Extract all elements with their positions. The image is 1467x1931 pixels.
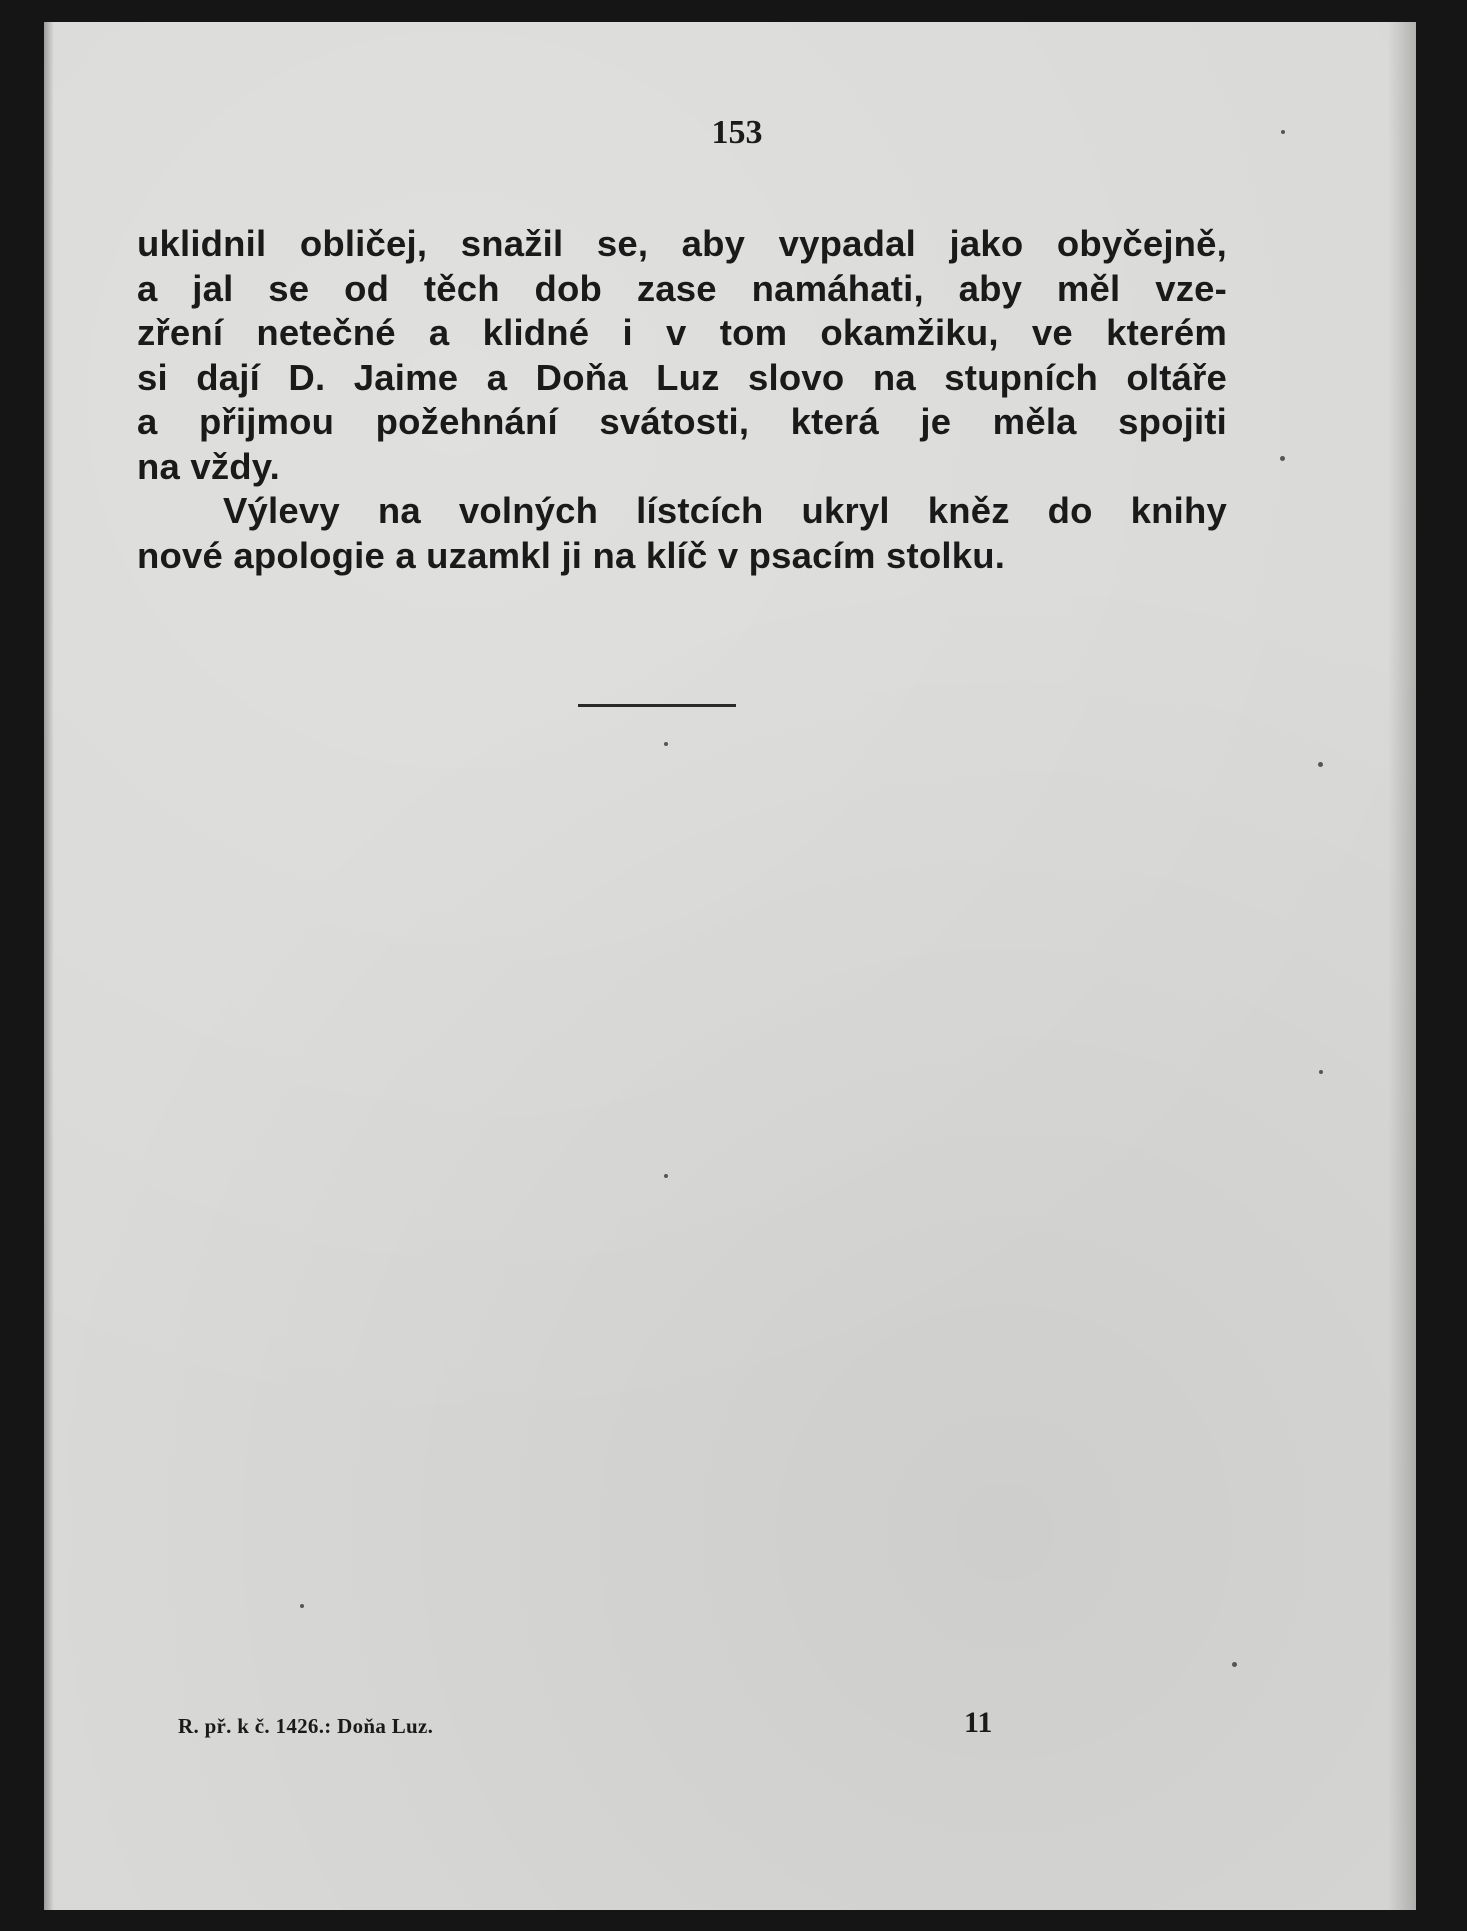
text-line: zření netečné a klidné i v tom okamžiku, ve kterém [137, 312, 1227, 353]
text-line: uklidnil obličej, snažil se, aby vypadal jako obyčejně, [137, 223, 1227, 264]
page-shadow-left [44, 22, 54, 1910]
scan-speck [1318, 762, 1323, 767]
footer-signature: R. př. k č. 1426.: Doňa Luz. [178, 1714, 434, 1738]
page-shadow-right [1388, 22, 1416, 1910]
text-line: si dají D. Jaime a Doňa Luz slovo na stupních oltáře [137, 356, 1227, 398]
scan-speck [664, 1174, 668, 1178]
page-number: 153 [711, 114, 763, 151]
text-line: a jal se od těch dob zase namáhati, aby měl vze- [137, 267, 1227, 309]
scan-speck [664, 742, 668, 746]
footer-sheet-number: 11 [964, 1706, 993, 1739]
book-page [44, 22, 1416, 1910]
scan-speck [1280, 456, 1285, 461]
scan-speck [1232, 1662, 1237, 1667]
section-divider [578, 704, 736, 707]
text-line: Výlevy na volných lístcích ukryl kněz do knihy [223, 490, 1227, 531]
text-line: a přijmou požehnání svátosti, která je měla spojiti [137, 401, 1227, 442]
scan-speck [1281, 130, 1285, 134]
scan-speck [300, 1604, 304, 1608]
body-text [137, 222, 1227, 578]
text-line: nové apologie a uzamkl ji na klíč v psacím stolku. [137, 534, 1006, 576]
text-line: na vždy. [137, 445, 280, 487]
scan-speck [1319, 1070, 1323, 1074]
